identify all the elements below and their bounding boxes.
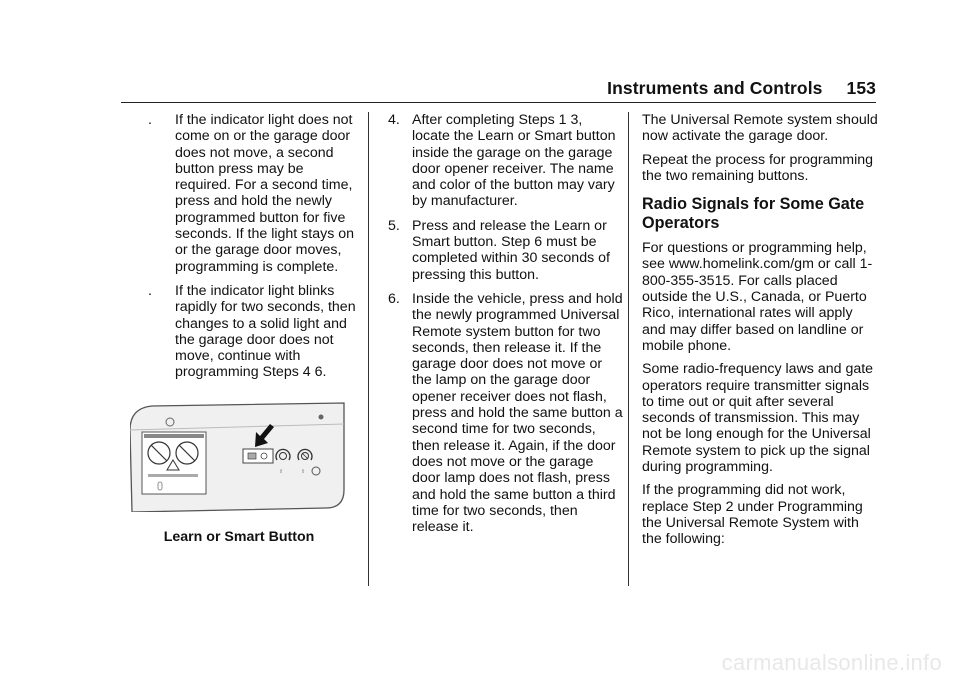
paragraph: The Universal Remote system should now activate the garage door.: [642, 112, 878, 145]
page-header: [0, 78, 876, 99]
paragraph: For questions or programming help, see www.homelink.com/gm or call 1-800-355-3515. For calls placed outside the U.S., Canada, or Puerto Rico, international rates will apply and may differ based on landline or mobile phone.: [642, 240, 873, 354]
page-number: 153: [846, 78, 876, 98]
step-text: Inside the vehicle, press and hold the newly programmed Universal Remote system button for two seconds, then release it. If the garage door does not move or the lamp on the garage door opener receiver does not flash, press and hold the same button a second time for two seconds, then release it. Again, if the door does not move or the garage door lamp does not flash, press and hold the same button a third time for two seconds, then release it.: [412, 290, 623, 536]
svg-text:⇧: ⇧: [301, 469, 306, 475]
column-2: [388, 112, 623, 543]
step-number: 5.: [388, 217, 400, 234]
step-number: 6.: [388, 290, 400, 307]
warning-label: [142, 432, 206, 494]
step-text: After completing Steps 1 3, locate the Learn or Smart button inside the garage on the garage door opener receiver. The name and color of the button may vary by manufacturer.: [412, 112, 616, 210]
column-3: [642, 112, 878, 555]
step-number: 4.: [388, 112, 400, 128]
bullet-text: If the indicator light blinks rapidly for two seconds, then changes to a solid light and the garage door does not move, continue with programming Steps 4 6.: [175, 282, 356, 381]
bullet-item: [148, 283, 362, 381]
svg-text:⇧: ⇧: [279, 469, 284, 475]
column-divider-2: [628, 112, 629, 586]
column-divider-1: [368, 112, 369, 586]
watermark-text: carmanualsonline.info: [721, 650, 942, 675]
watermark: [0, 650, 960, 676]
learn-button: [243, 449, 273, 463]
bullet-item: [148, 112, 362, 275]
receiver-drawing: [130, 402, 348, 512]
paragraph: Repeat the process for programming the two remaining buttons.: [642, 151, 874, 184]
paragraph: Some radio-frequency laws and gate operators require transmitter signals to time out or quit after several seconds of transmission. This may not be long enough for the Universal Remote system to pick up the signal during programming.: [642, 361, 874, 476]
bullet-marker: .: [148, 282, 152, 299]
screw-icon: [319, 415, 324, 420]
learn-button-illustration: [130, 402, 348, 512]
paragraph: If the programming did not work, replace Step 2 under Programming the Universal Remote System with the following:: [642, 482, 863, 548]
bullet-text: If the indicator light does not come on or the garage door does not move, a second button press may be required. For a second time, press and hold the newly programmed button for five seconds. If the light stays on or the garage door moves, programming is complete.: [175, 112, 355, 275]
bullet-marker: .: [148, 112, 152, 128]
figure-caption: Learn or Smart Button: [163, 529, 315, 545]
step-text: Press and release the Learn or Smart button. Step 6 must be completed within 30 seconds of pressing this button.: [412, 217, 610, 283]
step-item: [388, 218, 623, 283]
section-title: Instruments and Controls: [607, 78, 823, 98]
section-heading: Radio Signals for Some Gate Operators: [642, 195, 865, 233]
column-1: [148, 112, 362, 389]
step-item: [388, 112, 623, 210]
header-rule: [121, 102, 876, 103]
step-item: [388, 291, 623, 535]
